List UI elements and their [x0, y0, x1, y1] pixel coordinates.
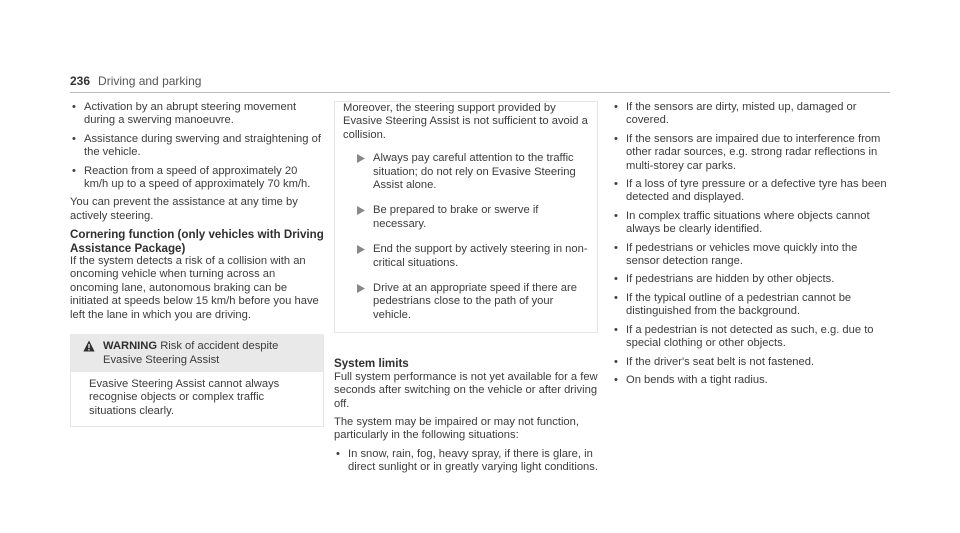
limits-list — [334, 448, 598, 475]
triangle-arrow-icon — [357, 284, 365, 293]
list-item: • If the typical outline of a pedestrian cannot be distinguished from the background. — [612, 292, 888, 319]
list-item: • On bends with a tight radius. — [612, 374, 888, 387]
action-item: Be prepared to brake or swerve if necessary. — [343, 204, 589, 231]
list-item: • If pedestrians are hidden by other objects. — [612, 273, 888, 286]
list-item: • Assistance during swerving and straightening of the vehicle. — [70, 133, 324, 160]
prevent-assist-text: You can prevent the assistance at any time by actively steering. — [70, 196, 298, 222]
warning-box — [70, 334, 324, 427]
list-item: • If the driver's seat belt is not fastened. — [612, 356, 888, 369]
list-item: • If the sensors are dirty, misted up, damaged or covered. — [612, 101, 888, 128]
header-divider — [70, 92, 890, 93]
system-limits-text: Full system performance is not yet available for a few seconds after switching on the vehicle or after driving off. — [334, 370, 598, 410]
warning-triangle-icon — [83, 340, 95, 352]
warning-continuation-box — [334, 101, 598, 333]
system-limits-section — [334, 357, 598, 474]
triangle-arrow-icon — [357, 245, 365, 254]
triangle-arrow-icon — [357, 154, 365, 163]
system-limits-heading: System limits — [334, 357, 409, 371]
list-item: • Reaction from a speed of approximately 20 km/h up to a speed of approximately 70 km/h. — [70, 165, 324, 192]
cornering-text: If the system detects a risk of a collision with an oncoming vehicle when turning across an oncoming lane, autonomous braking can be initiated at speeds below 15 km/h before you have left the lane in which you are driving. — [70, 255, 319, 321]
list-item: • In snow, rain, fog, heavy spray, if there is glare, in direct sunlight or in greatly varying light conditions. — [334, 448, 598, 475]
action-item: Always pay careful attention to the traffic situation; do not rely on Evasive Steering Assist alone. — [343, 152, 589, 192]
action-item: End the support by actively steering in non-critical situations. — [343, 243, 589, 270]
page-number: 236 — [70, 74, 91, 88]
warning-title: Risk of accident despite Evasive Steering Assist — [103, 340, 279, 366]
warning-continuation-text: Moreover, the steering support provided by Evasive Steering Assist is not sufficient to avoid a collision. — [343, 102, 588, 141]
warning-label: WARNING — [103, 340, 158, 353]
triangle-arrow-icon — [357, 206, 365, 215]
list-item: • In complex traffic situations where objects cannot always be clearly identified. — [612, 210, 888, 237]
column-2 — [334, 101, 598, 480]
limits-list-continued — [612, 101, 888, 387]
system-limits-text: The system may be impaired or may not function, particularly in the following situations: — [334, 415, 579, 442]
list-item: • Activation by an abrupt steering movement during a swerving manoeuvre. — [70, 101, 324, 128]
section-title: Driving and parking — [98, 74, 202, 88]
cornering-heading: Cornering function (only vehicles with Driving Assistance Package) — [70, 228, 324, 255]
list-item: • If a loss of tyre pressure or a defective tyre has been detected and displayed. — [612, 178, 888, 205]
column-3 — [612, 101, 888, 392]
warning-header — [71, 334, 323, 372]
column-1 — [70, 101, 324, 427]
action-item: Drive at an appropriate speed if there are pedestrians close to the path of your vehicle. — [343, 282, 589, 322]
list-item: • If the sensors are impaired due to interference from other radar sources, e.g. strong radar reflections in multi-storey car parks. — [612, 133, 888, 173]
activation-list — [70, 101, 324, 191]
list-item: • If a pedestrian is not detected as such, e.g. due to special clothing or other objects. — [612, 324, 888, 351]
list-item: • If pedestrians or vehicles move quickly into the sensor detection range. — [612, 242, 888, 269]
warning-body: Evasive Steering Assist cannot always recognise objects or complex traffic situations clearly. — [89, 377, 280, 417]
page-header — [70, 74, 201, 88]
